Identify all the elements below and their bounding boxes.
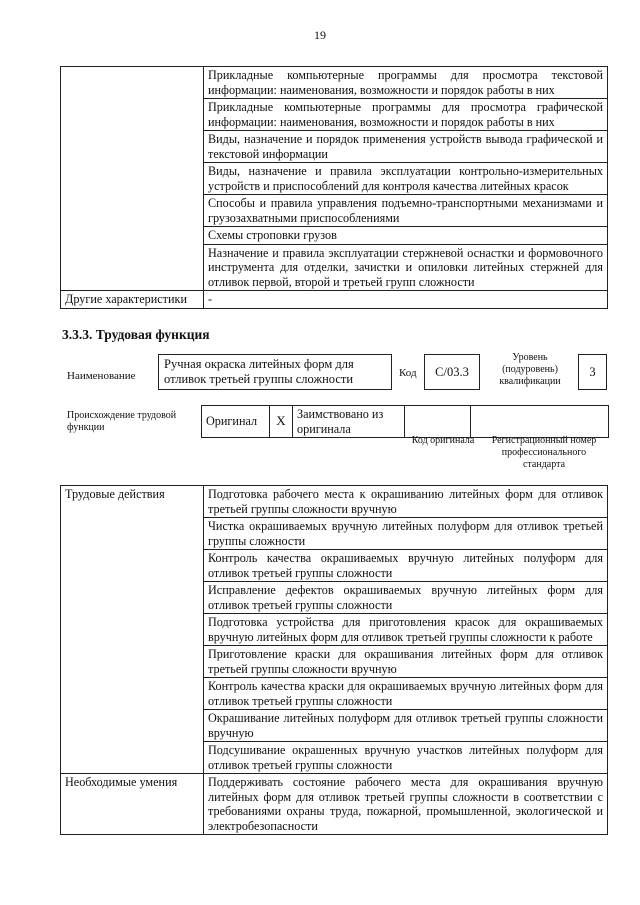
- knowledge-item: Способы и правила управления подъемно-транспортными механизмами и грузозахватными приспособлениями: [204, 195, 608, 227]
- function-name: Ручная окраска литейных форм для отливок третьей группы сложности: [164, 357, 354, 386]
- other-characteristics-value: -: [204, 291, 608, 309]
- action-item: Приготовление краски для окрашивания литейных форм для отливок третьей группы сложности вручную: [204, 646, 608, 678]
- actions-label: Трудовые действия: [61, 486, 204, 774]
- skill-item: Поддерживать состояние рабочего места для окрашивания вручную литейных форм для отливок третьей группы сложности в соответствии с требованиями охраны труда, пожарной, промышленной, экологической и электробезопасности: [204, 774, 608, 835]
- knowledge-item: Виды, назначение и порядок применения устройств вывода графической и текстовой информации: [204, 131, 608, 163]
- action-item: Контроль качества краски для окрашиваемых вручную литейных форм для отливок третьей группы сложности: [204, 678, 608, 710]
- borrowed-label: Заимствовано из оригинала: [293, 406, 405, 438]
- action-item: Подсушивание окрашенных вручную участков литейных полуформ для отливок третьей группы сложности: [204, 742, 608, 774]
- action-item: Чистка окрашиваемых вручную литейных полуформ для отливок третьей группы сложности: [204, 518, 608, 550]
- original-label: Оригинал: [202, 406, 270, 438]
- knowledge-item: Виды, назначение и правила эксплуатации контрольно-измерительных устройств и приспособлений для контроля качества литейных красок: [204, 163, 608, 195]
- section-heading: 3.3.3. Трудовая функция: [62, 327, 210, 342]
- knowledge-item: Прикладные компьютерные программы для просмотра графической информации: наименования, возможности и порядок работы в них: [204, 99, 608, 131]
- knowledge-item: Схемы строповки грузов: [204, 227, 608, 245]
- code-box: [424, 354, 480, 390]
- knowledge-item: Назначение и правила эксплуатации стержневой оснастки и формовочного инструмента для отделки, зачистки и опиловки литейных стержней для отливок первой, второй и третьей групп сложности: [204, 244, 608, 291]
- labor-actions-table: [60, 485, 608, 835]
- action-item: Окрашивание литейных полуформ для отливок третьей группы сложности вручную: [204, 710, 608, 742]
- original-code-caption: Код оригинала: [411, 435, 475, 446]
- name-label: Наименование: [67, 370, 136, 382]
- action-item: Исправление дефектов окрашиваемых вручную литейных форм для отливок третьей группы сложности: [204, 582, 608, 614]
- code-label: Код: [399, 367, 417, 379]
- level-label: Уровень (подуровень) квалификации: [499, 352, 561, 387]
- knowledge-label-cell: [61, 67, 204, 291]
- skills-label: Необходимые умения: [61, 774, 204, 835]
- function-name-box: [158, 354, 392, 390]
- origin-label: Происхождение трудовой функции: [67, 410, 177, 433]
- origin-table: [201, 405, 609, 438]
- code-value: C/03.3: [435, 365, 469, 379]
- knowledge-table: [60, 66, 608, 309]
- action-item: Подготовка устройства для приготовления красок для окрашиваемых вручную литейных форм для отливок третьей группы сложности к работе: [204, 614, 608, 646]
- page-number: 19: [314, 28, 326, 42]
- original-mark: X: [270, 406, 293, 438]
- other-characteristics-label: Другие характеристики: [61, 291, 204, 309]
- action-item: Подготовка рабочего места к окрашиванию литейных форм для отливок третьей группы сложности вручную: [204, 486, 608, 518]
- registration-number-caption: Регистрационный номер профессионального стандарта: [491, 435, 597, 470]
- knowledge-item: Прикладные компьютерные программы для просмотра текстовой информации: наименования, возможности и порядок работы в них: [204, 67, 608, 99]
- level-box: [578, 354, 607, 390]
- registration-number-cell: [471, 406, 609, 438]
- original-code-cell: [405, 406, 471, 438]
- action-item: Контроль качества окрашиваемых вручную литейных полуформ для отливок третьей группы сложности: [204, 550, 608, 582]
- level-value: 3: [589, 365, 596, 379]
